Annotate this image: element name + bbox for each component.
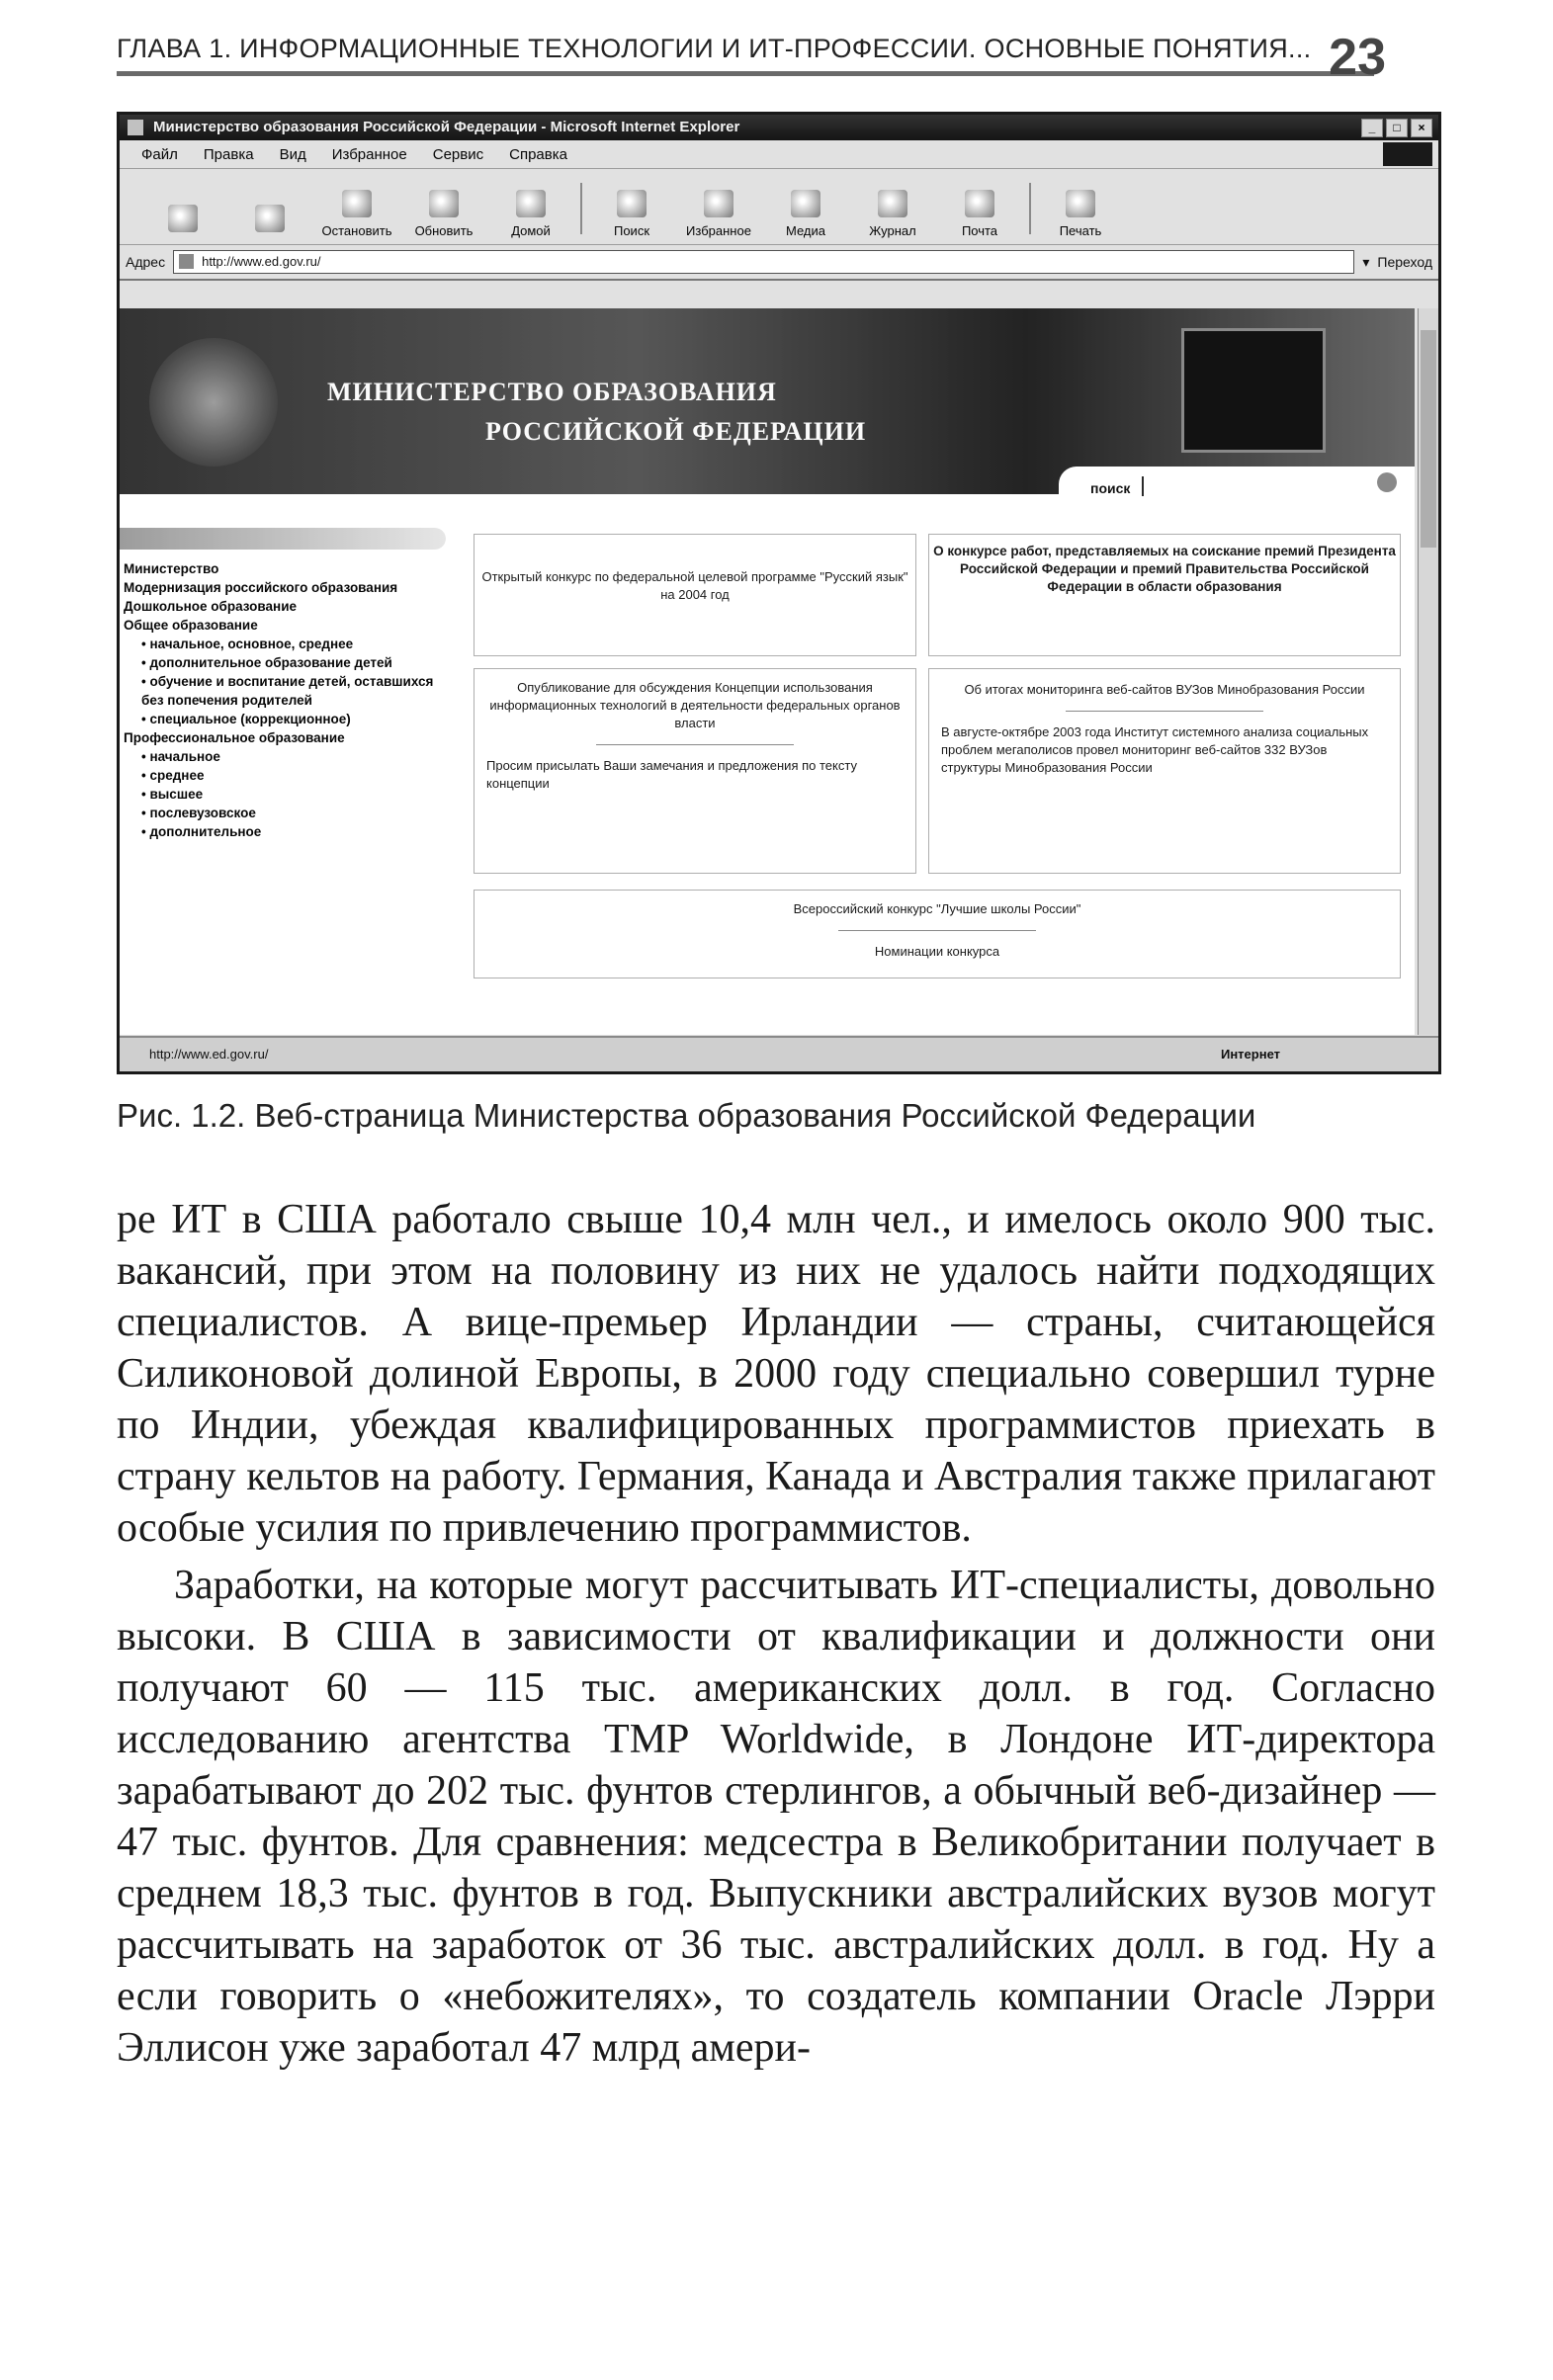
toolbar-separator — [580, 183, 582, 234]
search-go-icon[interactable] — [1377, 472, 1397, 492]
paragraph: Заработки, на которые могут рассчитывать ИТ-специалисты, довольно высоки. В США в зависимости от квалификации и должности они получают 60 — 115 тыс. американских долл. в год. Согласно исследованию агентства TMP Worldwide, в Лондоне ИТ-директора зарабатывают до 202 тыс. фунтов стерлингов, а обычный веб-дизайнер — 47 тыс. фунтов. Для сравнения: медсестра в Великобритании получает в среднем 18,3 тыс. фунтов в год. Выпускники австралийских вузов могут рассчитывать на заработок от 36 тыс. австралийских долл. в год. Ну а если говорить о «небожителях», то создатель компании Oracle Лэрри Эллисон уже заработал 47 млрд амери- — [117, 1563, 1435, 2071]
go-button[interactable]: Переход — [1377, 254, 1432, 270]
media-icon — [791, 190, 820, 217]
paragraph: ре ИТ в США работало свыше 10,4 млн чел., и имелось около 900 тыс. вакансий, при этом на половину из них не удалось найти подходящих специалистов. А вице-премьер Ирландии — страны, считающейся Силиконовой долиной Европы, в 2000 году специально совершил турне по Индии, убеждая квалифицированных программистов приехать в страну кельтов на работу. Германия, Канада и Австралия также прилагают особые усилия по привлечению программистов. — [117, 1197, 1435, 1551]
nav-item[interactable]: Модернизация российского образования — [124, 580, 398, 595]
mail-button[interactable]: Почта — [936, 190, 1023, 238]
nav-subitem[interactable]: • обучение и воспитание детей, оставшихся без попечения родителей — [141, 674, 434, 708]
address-bar — [120, 245, 1438, 281]
nav-subitem[interactable]: • среднее — [141, 768, 205, 783]
nav-subitem[interactable]: • начальное, основное, среднее — [141, 637, 354, 651]
stop-button[interactable]: Остановить — [313, 190, 400, 238]
news-card-text: Всероссийский конкурс "Лучшие школы России" — [793, 901, 1081, 916]
banner-photo — [1181, 328, 1326, 453]
card-divider — [1066, 711, 1263, 712]
news-card-president-awards[interactable] — [928, 534, 1401, 656]
toolbar-separator — [1029, 183, 1031, 234]
coat-of-arms-icon — [149, 338, 278, 467]
menu-view[interactable]: Вид — [279, 145, 306, 163]
news-card-text: Открытый конкурс по федеральной целевой программе "Русский язык" на 2004 год — [481, 569, 908, 602]
news-card-text: О конкурсе работ, представляемых на соискание премий Президента Российской Федерации и премий Правительства Российской Федерации в области образования — [933, 544, 1396, 594]
body-text — [117, 1194, 1435, 2074]
news-card-subtext: Просим присылать Ваши замечания и предложения по тексту концепции — [486, 758, 857, 791]
ie-window-icon — [128, 120, 143, 135]
print-button[interactable]: Печать — [1037, 190, 1124, 238]
menu-favorites[interactable]: Избранное — [331, 145, 407, 163]
history-button[interactable]: Журнал — [849, 190, 936, 238]
address-input[interactable]: http://www.ed.gov.ru/ — [173, 250, 1354, 274]
window-title: Министерство образования Российской Федерации - Microsoft Internet Explorer — [153, 119, 740, 135]
running-head-rule — [117, 71, 1374, 76]
mail-icon — [965, 190, 994, 217]
menu-bar — [120, 140, 1438, 169]
page-number: 23 — [1329, 29, 1386, 86]
print-icon — [1066, 190, 1095, 217]
site-search — [1059, 467, 1415, 502]
favorites-button[interactable]: Избранное — [675, 190, 762, 238]
minimize-icon[interactable]: _ — [1361, 119, 1383, 137]
refresh-icon — [429, 190, 459, 217]
news-card-university-monitoring[interactable] — [928, 668, 1401, 874]
back-arrow-icon — [168, 205, 198, 232]
history-icon — [878, 190, 907, 217]
menu-tools[interactable]: Сервис — [432, 145, 484, 163]
card-divider — [596, 744, 794, 745]
figure-caption: Рис. 1.2. Веб-страница Министерства образования Российской Федерации — [117, 1097, 1256, 1134]
nav-item[interactable]: Общее образование — [124, 618, 258, 633]
news-card-text: Об итогах мониторинга веб-сайтов ВУЗов Минобразования России — [964, 682, 1365, 697]
running-head — [117, 26, 1386, 95]
status-url: http://www.ed.gov.ru/ — [149, 1047, 269, 1062]
site-search-label: поиск — [1090, 480, 1131, 496]
nav-subitem[interactable]: • дополнительное — [141, 824, 262, 839]
nav-subitem[interactable]: • специальное (коррекционное) — [141, 712, 351, 726]
news-card-best-schools[interactable] — [474, 890, 1401, 978]
menu-edit[interactable]: Правка — [203, 145, 254, 163]
ie-logo-icon — [1383, 142, 1432, 166]
nav-subitem[interactable]: • дополнительное образование детей — [141, 655, 392, 670]
vertical-scrollbar[interactable] — [1418, 308, 1438, 1035]
nav-item[interactable]: Профессиональное образование — [124, 730, 345, 745]
nav-subitem[interactable]: • послевузовское — [141, 806, 256, 820]
site-left-nav — [120, 528, 446, 841]
address-label: Адрес — [126, 254, 166, 270]
news-card-it-concept[interactable] — [474, 668, 916, 874]
running-head-title: ГЛАВА 1. ИНФОРМАЦИОННЫЕ ТЕХНОЛОГИИ И ИТ-ПРОФЕССИИ. ОСНОВНЫЕ ПОНЯТИЯ... — [117, 34, 1312, 63]
media-button[interactable]: Медиа — [762, 190, 849, 238]
home-icon — [516, 190, 546, 217]
page-viewport — [120, 308, 1415, 1035]
maximize-icon[interactable]: □ — [1386, 119, 1408, 137]
nav-subitem[interactable]: • высшее — [141, 787, 204, 802]
refresh-button[interactable]: Обновить — [400, 190, 487, 238]
window-titlebar — [120, 115, 1438, 140]
banner-title-line2: РОССИЙСКОЙ ФЕДЕРАЦИИ — [485, 417, 867, 446]
status-bar — [120, 1036, 1438, 1071]
news-card-russian-language[interactable] — [474, 534, 916, 656]
scrollbar-thumb[interactable] — [1421, 330, 1436, 548]
address-dropdown-icon[interactable]: ▾ — [1362, 253, 1370, 270]
menu-file[interactable]: Файл — [141, 145, 178, 163]
stop-icon — [342, 190, 372, 217]
banner-title-line1: МИНИСТЕРСТВО ОБРАЗОВАНИЯ — [327, 378, 777, 406]
menu-help[interactable]: Справка — [509, 145, 567, 163]
close-icon[interactable]: × — [1411, 119, 1432, 137]
forward-arrow-icon — [255, 205, 285, 232]
browser-screenshot-figure — [117, 112, 1441, 1074]
home-button[interactable]: Домой — [487, 190, 574, 238]
search-icon — [617, 190, 647, 217]
search-button[interactable]: Поиск — [588, 190, 675, 238]
back-button[interactable] — [139, 205, 226, 238]
browser-toolbar — [120, 169, 1438, 245]
nav-item[interactable]: Министерство — [124, 561, 219, 576]
favorites-icon — [704, 190, 733, 217]
window-controls — [1361, 119, 1432, 137]
news-card-text: Опубликование для обсуждения Концепции использования информационных технологий в деятельности федеральных органов власти — [489, 680, 901, 730]
news-card-subtext: В августе-октябре 2003 года Институт системного анализа социальных проблем мегаполисов провел мониторинг веб-сайтов 332 ВУЗов структуры Минобразования России — [941, 724, 1369, 775]
nav-header-bar — [120, 528, 446, 550]
card-divider — [838, 930, 1036, 931]
news-card-subtext: Номинации конкурса — [874, 944, 1000, 959]
site-search-input[interactable] — [1142, 476, 1341, 496]
status-zone: Интернет — [1220, 1047, 1280, 1062]
nav-subitem[interactable]: • начальное — [141, 749, 220, 764]
nav-item[interactable]: Дошкольное образование — [124, 599, 298, 614]
forward-button[interactable] — [226, 205, 313, 238]
